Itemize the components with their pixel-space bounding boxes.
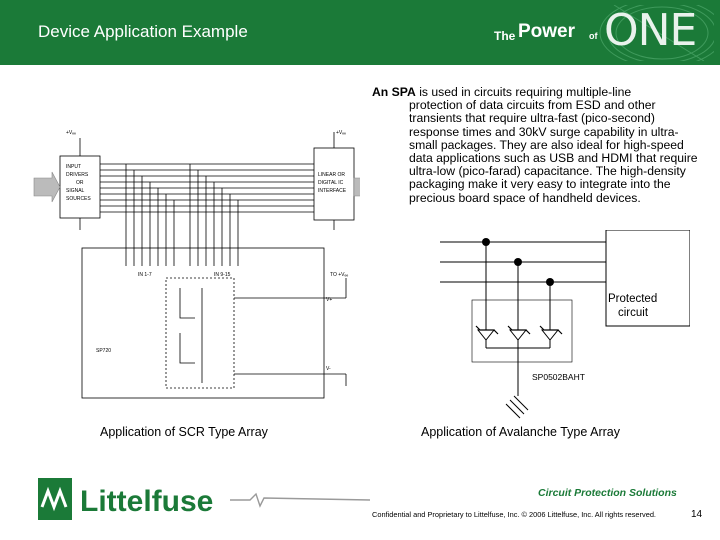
left-box-line-5: SOURCES xyxy=(66,196,91,202)
vcc-right-label: +Vₑₑ xyxy=(336,130,346,136)
right-box-line-2: DIGITAL IC xyxy=(318,180,344,186)
brand-of: of xyxy=(589,31,598,41)
sp720-label: SP720 xyxy=(96,348,112,354)
circuit-word: circuit xyxy=(618,307,649,319)
power-of-one-logo xyxy=(494,5,714,61)
desc-first-line: is used in circuits requiring multiple-line xyxy=(419,85,632,99)
right-box-line-1: LINEAR OR xyxy=(318,172,345,178)
left-box-line-4: SIGNAL xyxy=(66,188,85,194)
company-name: Littelfuse xyxy=(80,485,214,518)
brand-power: Power xyxy=(518,21,576,42)
right-box-line-3: INTERFACE xyxy=(318,188,347,194)
scr-array-diagram xyxy=(30,118,360,408)
v-minus-label: V- xyxy=(326,366,331,372)
in-9-15-label: IN 9-15 xyxy=(214,272,231,278)
caption-avalanche: Application of Avalanche Type Array xyxy=(421,425,620,439)
to-vcc-label: TO +Vₑₑ xyxy=(330,272,349,278)
spa-description xyxy=(372,86,702,205)
junction-1 xyxy=(482,238,490,246)
littelfuse-logo xyxy=(38,477,228,521)
slide-title: Device Application Example xyxy=(38,22,248,41)
signal-swoosh-graphic xyxy=(230,490,370,510)
junction-2 xyxy=(514,258,522,266)
v-plus-label: V+ xyxy=(326,297,333,303)
left-box-line-3: OR xyxy=(76,180,84,186)
company-tagline: Circuit Protection Solutions xyxy=(538,487,677,499)
desc-body: protection of data circuits from ESD and other transients that require ultra-fast (pico-second) response times and 30kV surge capability in ultra-small packages. They are also ideal for high-speed data applications such as USB and HDMI that require ultra-low (pico-farad) capacitance. The high-density packaging make it very easy to integrate into the precious board space of handheld devices. xyxy=(409,98,698,205)
caption-scr: Application of SCR Type Array xyxy=(100,425,268,439)
confidential-notice: Confidential and Proprietary to Littelfuse, Inc. © 2006 Littelfuse, Inc. All rights reserved. xyxy=(372,510,656,519)
vcc-left-label: +Vₑₑ xyxy=(66,130,76,136)
left-box-line-1: INPUT xyxy=(66,164,81,170)
brand-the: The xyxy=(494,29,516,43)
protected-word: Protected xyxy=(608,293,658,305)
brand-one: ONE xyxy=(604,5,697,56)
header-band xyxy=(0,0,720,65)
page-number: 14 xyxy=(691,509,703,520)
junction-3 xyxy=(546,278,554,286)
desc-lead: An SPA xyxy=(372,85,416,99)
avalanche-array-diagram xyxy=(440,230,690,420)
left-box-line-2: DRIVERS xyxy=(66,172,89,178)
sp0502-label: SP0502BAHT xyxy=(532,372,585,382)
in-1-7-label: IN 1-7 xyxy=(138,272,152,278)
